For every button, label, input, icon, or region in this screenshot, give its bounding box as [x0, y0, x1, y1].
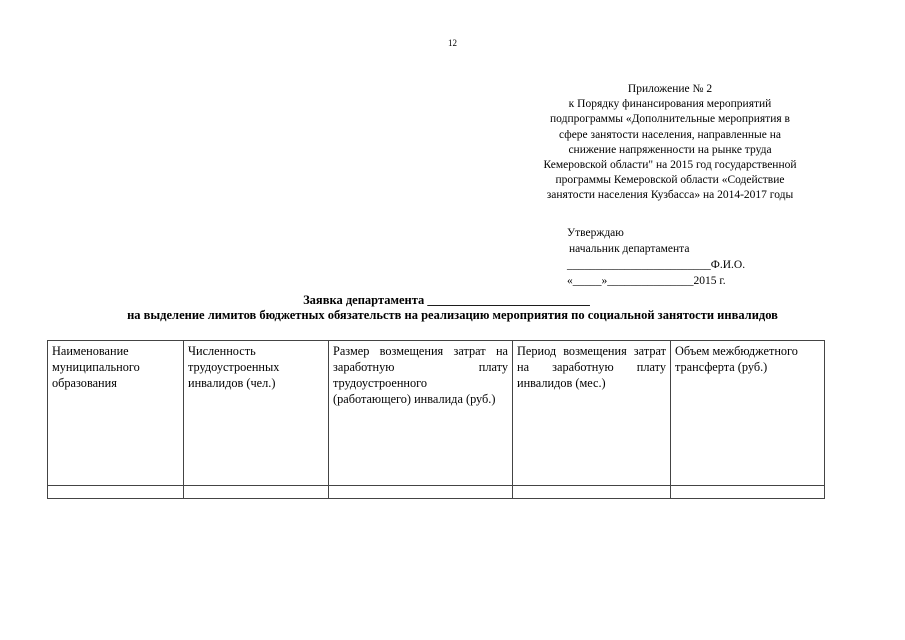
appendix-line: Кемеровской области" на 2015 год государственной: [543, 159, 797, 172]
approve-label: Утверждаю: [567, 227, 624, 239]
title-line-1: Заявка департамента __________________________: [303, 293, 590, 307]
table-row: [48, 486, 825, 499]
table-cell: [329, 486, 513, 499]
appendix-line: подпрограммы «Дополнительные мероприятия в: [550, 113, 790, 126]
header-employed-count: Численность трудоустроенных инвалидов (чел.): [184, 341, 329, 486]
table-cell: [184, 486, 329, 499]
page-number: 12: [448, 38, 457, 48]
approver-position: начальник департамента: [569, 243, 690, 255]
appendix-line: занятости населения Кузбасса» на 2014-2017 годы: [546, 189, 794, 202]
appendix-block: [520, 82, 820, 204]
approval-block: [567, 225, 745, 289]
date-line: «_____»_______________2015 г.: [567, 275, 726, 287]
table-cell: [513, 486, 671, 499]
table-header-row: [48, 341, 825, 486]
signature-line: _________________________Ф.И.О.: [567, 259, 746, 271]
title-line-2: на выделение лимитов бюджетных обязательств на реализацию мероприятия по социальной занятости инвалидов: [127, 308, 778, 322]
header-compensation-period: Период возмещения затрат на заработную плату инвалидов (мес.): [513, 341, 671, 486]
appendix-line: сфере занятости населения, направленные на: [559, 128, 781, 141]
header-municipality: Наименование муниципального образования: [48, 341, 184, 486]
table-cell: [671, 486, 825, 499]
table-cell: [48, 486, 184, 499]
appendix-line: к Порядку финансирования мероприятий: [568, 98, 772, 111]
header-compensation-amount: Размер возмещения затрат на заработную плату трудоустроенного (работающего) инвалида (руб.): [329, 341, 513, 486]
document-title: [0, 293, 905, 323]
header-transfer-volume: Объем межбюджетного трансферта (руб.): [671, 341, 825, 486]
appendix-line: Приложение № 2: [627, 83, 713, 95]
request-table: [47, 340, 825, 499]
appendix-line: программы Кемеровской области «Содействие: [555, 174, 785, 187]
appendix-line: снижение напряженности на рынке труда: [568, 143, 772, 156]
